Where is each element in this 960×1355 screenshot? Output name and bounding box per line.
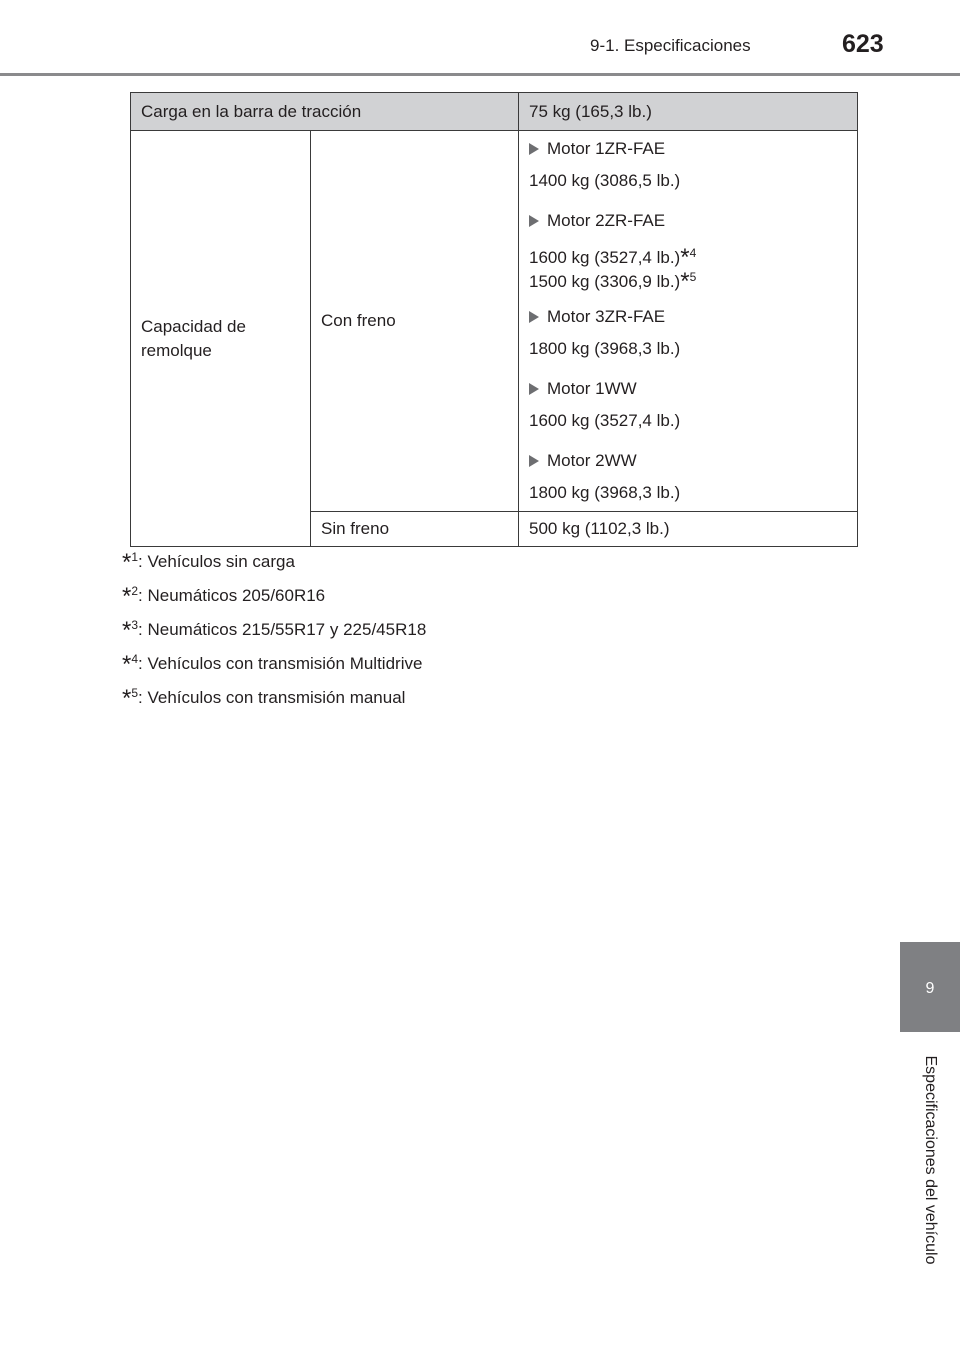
list-item: [529, 379, 847, 431]
triangle-bullet-icon: [529, 143, 539, 155]
section-title: 9-1. Especificaciones: [590, 36, 751, 55]
motor-label: Motor 2ZR-FAE: [547, 211, 666, 230]
triangle-bullet-icon: [529, 311, 539, 323]
footnote: [122, 608, 426, 642]
capacity-value: 1400 kg (3086,5 lb.): [529, 171, 681, 190]
list-item: [529, 451, 847, 503]
without-brake-label: Sin freno: [311, 512, 519, 547]
footnote-text: : Vehículos con transmisión Multidrive: [138, 654, 423, 673]
chapter-title: Especificaciones del vehículo: [922, 1055, 939, 1265]
towing-capacity-label: Capacidad de remolque: [131, 131, 311, 547]
asterisk-icon: *: [122, 685, 132, 712]
motor-label: Motor 2WW: [547, 451, 637, 470]
without-brake-value: 500 kg (1102,3 lb.): [519, 512, 858, 547]
footnote-number: 4: [131, 652, 139, 666]
footnote: [122, 642, 426, 676]
drawbar-load-label: Carga en la barra de tracción: [131, 93, 519, 131]
capacity-value: 1600 kg (3527,4 lb.): [529, 411, 681, 430]
motor-label: Motor 1WW: [547, 379, 637, 398]
motor-label: Motor 1ZR-FAE: [547, 139, 666, 158]
triangle-bullet-icon: [529, 455, 539, 467]
asterisk-icon: *: [122, 651, 132, 678]
table-row: [131, 93, 858, 131]
footnote-ref: 4: [689, 246, 697, 260]
footnote: [122, 574, 426, 608]
header-divider: [0, 73, 960, 76]
footnote-number: 2: [131, 584, 139, 598]
asterisk-icon: *: [122, 549, 132, 576]
footnote: [122, 676, 426, 710]
drawbar-load-value: 75 kg (165,3 lb.): [519, 93, 858, 131]
asterisk-icon: *: [680, 268, 690, 295]
footnote-text: : Neumáticos 215/55R17 y 225/45R18: [138, 620, 427, 639]
capacity-value: 1800 kg (3968,3 lb.): [529, 483, 681, 502]
footnote-number: 5: [131, 686, 139, 700]
footnote-text: : Vehículos con transmisión manual: [138, 688, 406, 707]
footnote-text: : Vehículos sin carga: [138, 552, 295, 571]
motor-label: Motor 3ZR-FAE: [547, 307, 666, 326]
with-brake-label: Con freno: [311, 131, 519, 512]
asterisk-icon: *: [680, 244, 690, 271]
list-item: [529, 307, 847, 359]
triangle-bullet-icon: [529, 383, 539, 395]
footnotes: [122, 540, 426, 710]
footnote-ref: 5: [689, 270, 697, 284]
triangle-bullet-icon: [529, 215, 539, 227]
with-brake-values: [519, 131, 858, 512]
list-item: [529, 211, 847, 295]
footnote-number: 3: [131, 618, 139, 632]
table-row: [131, 131, 858, 512]
capacity-value: 1800 kg (3968,3 lb.): [529, 339, 681, 358]
capacity-value: 1500 kg (3306,9 lb.): [529, 272, 681, 291]
asterisk-icon: *: [122, 583, 132, 610]
footnote: [122, 540, 426, 574]
list-item: [529, 139, 847, 191]
spec-table: [130, 92, 858, 547]
asterisk-icon: *: [122, 617, 132, 644]
page-number: 623: [842, 30, 884, 58]
capacity-value: 1600 kg (3527,4 lb.): [529, 248, 681, 267]
footnote-text: : Neumáticos 205/60R16: [138, 586, 326, 605]
footnote-number: 1: [131, 550, 139, 564]
chapter-number: 9: [925, 980, 935, 997]
